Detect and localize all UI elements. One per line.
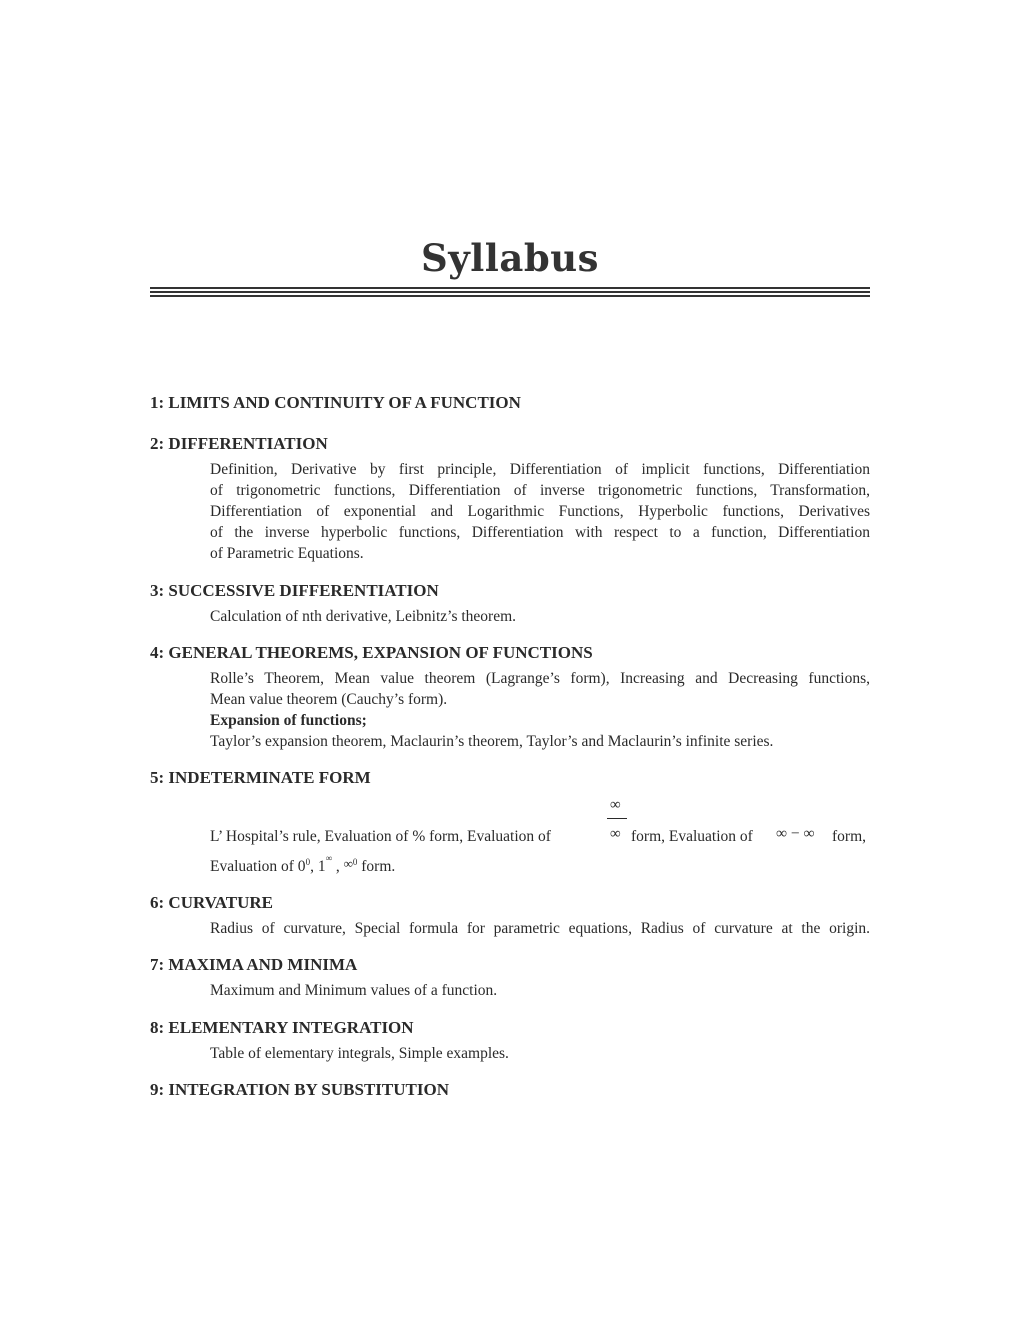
body-line: Mean value theorem (Cauchy’s form).	[210, 691, 448, 708]
body-line: Rolle’s Theorem, Mean value theorem (Lagrange’s form), Increasing and Decreasing functions,	[210, 670, 870, 687]
section-7-body	[210, 980, 870, 1001]
title-rule	[150, 287, 870, 299]
section-2-body	[210, 459, 870, 564]
body-line: Differentiation of exponential and Logarithmic Functions, Hyperbolic functions, Derivatives	[210, 503, 870, 520]
section-2-heading: 2: DIFFERENTIATION	[150, 434, 328, 453]
section-5-heading: 5: INDETERMINATE FORM	[150, 768, 371, 787]
section-6-heading: 6: CURVATURE	[150, 893, 273, 912]
section-4-body	[210, 668, 870, 752]
body-line: of Parametric Equations.	[210, 545, 364, 562]
section-4-heading: 4: GENERAL THEOREMS, EXPANSION OF FUNCTIONS	[150, 643, 593, 662]
text-segment: , 1	[310, 858, 326, 876]
subheading-expansion: Expansion of functions;	[210, 712, 367, 729]
section-8-body	[210, 1043, 870, 1064]
text-segment: form,	[832, 828, 867, 845]
section-5-line-1	[210, 828, 551, 846]
text-segment: ,	[335, 858, 340, 876]
inf-minus-inf: ∞ − ∞	[776, 825, 815, 842]
superscript: 0	[305, 857, 311, 867]
text-segment: form.	[361, 858, 396, 876]
fraction-denominator: ∞	[610, 826, 621, 842]
section-1-heading: 1: LIMITS AND CONTINUITY OF A FUNCTION	[150, 393, 521, 412]
fraction-numerator: ∞	[610, 797, 621, 813]
text-segment: form, Evaluation of	[631, 828, 753, 845]
superscript: ∞	[325, 853, 332, 863]
section-7-heading: 7: MAXIMA AND MINIMA	[150, 955, 358, 974]
body-line: Radius of curvature, Special formula for parametric equations, Radius of curvature at the origin.	[210, 920, 870, 937]
inf-base: ∞	[343, 856, 353, 872]
body-line: Definition, Derivative by first principle, Differentiation of implicit functions, Differentiation	[210, 461, 870, 478]
fraction-bar	[607, 818, 627, 819]
body-line: of trigonometric functions, Differentiation of inverse trigonometric functions, Transformation,	[210, 482, 870, 499]
text-segment: Evaluation of 0	[210, 858, 306, 876]
superscript: 0	[352, 857, 358, 867]
body-line: Calculation of nth derivative, Leibnitz’s theorem.	[210, 608, 517, 625]
page-title: Syllabus	[421, 236, 599, 280]
section-3-heading: 3: SUCCESSIVE DIFFERENTIATION	[150, 581, 439, 600]
text-segment: L’ Hospital’s rule, Evaluation of % form, Evaluation of	[210, 828, 551, 845]
section-3-body	[210, 606, 870, 627]
body-line: Table of elementary integrals, Simple examples.	[210, 1045, 509, 1062]
section-6-body	[210, 918, 870, 939]
body-line: Taylor’s expansion theorem, Maclaurin’s theorem, Taylor’s and Maclaurin’s infinite series.	[210, 733, 774, 750]
section-5-line-2	[210, 853, 396, 876]
body-line: Maximum and Minimum values of a function.	[210, 982, 498, 999]
section-8-heading: 8: ELEMENTARY INTEGRATION	[150, 1018, 414, 1037]
section-9-heading: 9: INTEGRATION BY SUBSTITUTION	[150, 1080, 449, 1099]
body-line: of the inverse hyperbolic functions, Differentiation with respect to a function, Differentiation	[210, 524, 870, 541]
